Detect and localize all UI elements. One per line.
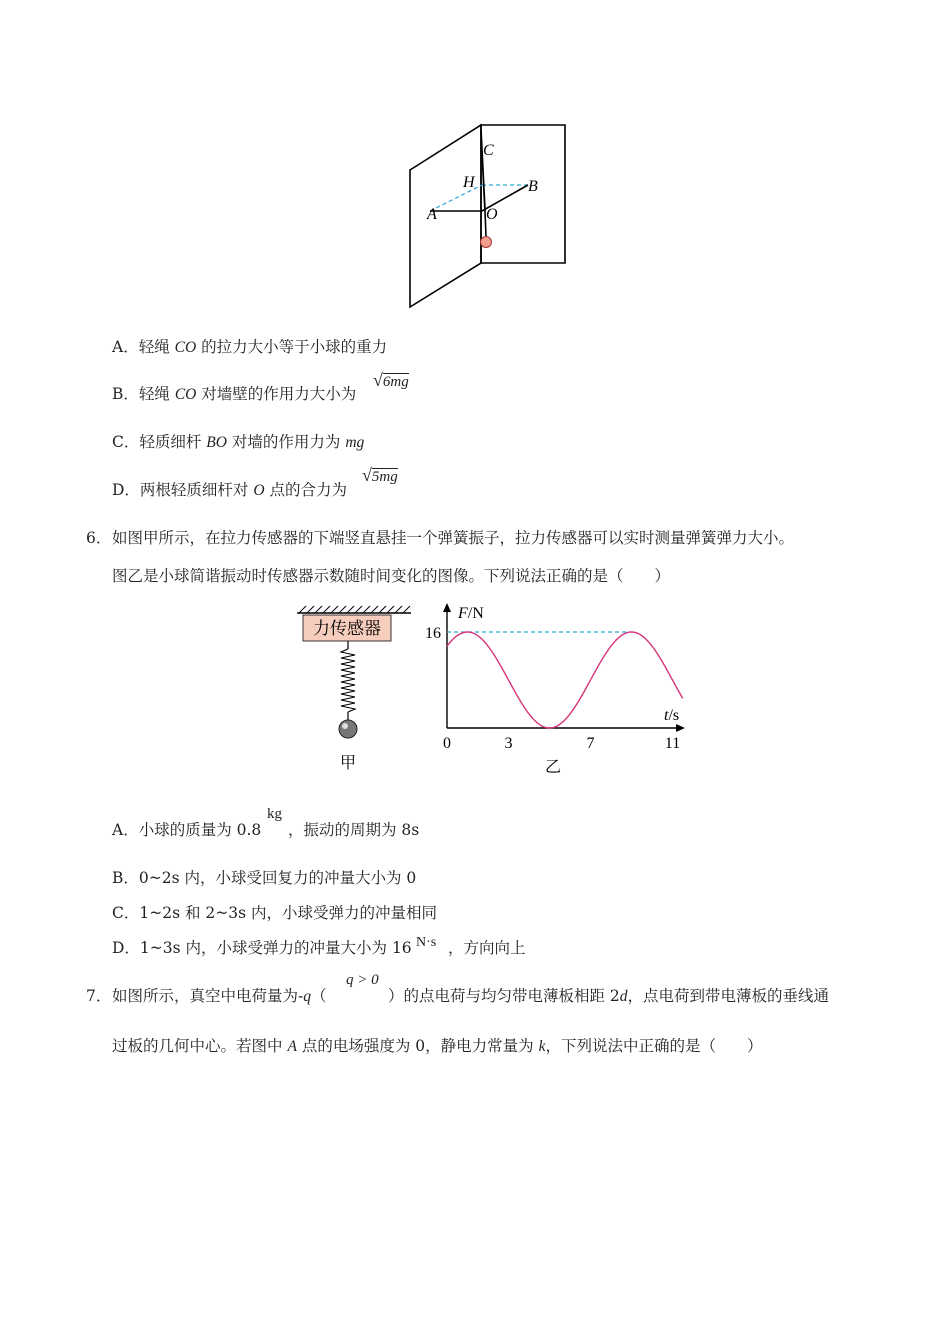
x-axis-label: t/s [664, 707, 680, 724]
q6-a-part2: ，振动的周期为 8s [288, 821, 420, 839]
q6-a-unit: kg [267, 806, 282, 822]
q7-l1-q: q [303, 988, 311, 1005]
wall-rod-figure [400, 115, 575, 315]
q7-l1-paren-open: （ [311, 987, 327, 1005]
x-tick-11: 11 [664, 735, 681, 752]
y-axis-label: F/N [458, 605, 484, 622]
q7-line1-b [388, 986, 829, 1007]
q5-a-var: CO [174, 339, 197, 356]
q7-l2-text-c: ，下列说法中正确的是（ ） [545, 1037, 763, 1055]
label-a: A [427, 206, 437, 223]
q5-b-prefix: B．轻绳 [112, 385, 175, 403]
q5-a-prefix: A．轻绳 [112, 338, 175, 356]
q7-l1-text-e: ，点电荷到带电薄板的垂线通 [627, 987, 830, 1005]
q7-l2-text-b: 点的电场强度为 0，静电力常量为 [296, 1037, 539, 1055]
q6-stem-line1: 如图甲所示，在拉力传感器的下端竖直悬挂一个弹簧振子，拉力传感器可以实时测量弹簧弹力大小。 [112, 529, 795, 547]
q5-option-b[interactable] [112, 384, 356, 405]
q5-option-d[interactable] [112, 480, 347, 501]
q7-l1-text-a: 如图所示，真空中电荷量为- [112, 987, 304, 1005]
q5-a-suffix: 的拉力大小等于小球的重力 [196, 338, 388, 356]
q7-l2-text-a: 过板的几何中心。若图中 [112, 1037, 288, 1055]
force-curve [447, 632, 683, 728]
y-tick-16: 16 [425, 625, 441, 642]
q5-d-prefix: D．两根轻质细杆对 [112, 481, 254, 499]
caption-jia: 甲 [339, 755, 357, 772]
q7-l2-point-a: A [287, 1038, 297, 1055]
q6-stem-line2: 图乙是小球简谐振动时传感器示数随时间变化的图像。下列说法正确的是（ ） [112, 567, 671, 585]
y-axis-arrow [443, 603, 451, 612]
q6-d-part2: ，方向向上 [448, 939, 526, 957]
q5-b-var: CO [174, 386, 197, 403]
q5-option-c[interactable] [112, 432, 364, 453]
q6-a-part1: A．小球的质量为 0.8 [112, 821, 262, 839]
caption-yi: 乙 [544, 759, 562, 776]
label-c: C [483, 142, 494, 159]
label-h: H [463, 174, 475, 191]
q5-c-math: mg [345, 434, 365, 451]
q7-number: 7． [86, 987, 112, 1005]
x-tick-0: 0 [443, 735, 451, 752]
q7-condition: q > 0 [346, 972, 379, 988]
q5-d-math: 5mg [371, 469, 398, 485]
spring-sensor-figure [295, 605, 420, 780]
q7-l1-d: d [619, 988, 628, 1005]
x-tick-3: 3 [504, 735, 513, 752]
q7-line1-a [112, 986, 327, 1007]
q5-b-mid: 对墙壁的作用力大小为 [196, 385, 357, 403]
q6-option-a[interactable] [112, 820, 261, 840]
label-b: B [528, 178, 538, 195]
q5-d-formula: √5mg [362, 465, 398, 485]
q5-c-var: BO [206, 434, 227, 451]
label-o: O [486, 206, 498, 223]
q5-b-formula: √6mg [373, 370, 409, 390]
q5-c-prefix: C．轻质细杆 [112, 433, 207, 451]
q5-option-a[interactable] [112, 337, 387, 358]
sensor-label: 力传感器 [313, 619, 381, 638]
q6-d-unit: N·s [416, 935, 437, 950]
x-tick-7: 7 [586, 735, 595, 752]
q6-option-c[interactable]: C．1~2s 和 2~3s 内，小球受弹力的冲量相同 [112, 904, 437, 922]
force-time-chart [420, 600, 685, 780]
q6-number: 6． [86, 529, 112, 547]
q5-d-mid: 点的合力为 [264, 481, 347, 499]
q5-c-mid: 对墙的作用力为 [226, 433, 346, 451]
x-axis-arrow [676, 724, 685, 732]
q7-l1-text-c: ）的点电荷与均匀带电薄板相距 2 [388, 987, 620, 1005]
q6-option-b[interactable]: B．0~2s 内，小球受回复力的冲量大小为 0 [112, 869, 417, 887]
q7-l2-k: k [538, 1038, 546, 1055]
q7-line2 [112, 1036, 762, 1057]
q6-d-part1: D．1~3s 内，小球受弹力的冲量大小为 16 [112, 939, 412, 957]
q5-b-math: 6mg [382, 374, 409, 390]
q6-option-d[interactable] [112, 938, 412, 958]
q5-d-var: O [253, 482, 265, 499]
